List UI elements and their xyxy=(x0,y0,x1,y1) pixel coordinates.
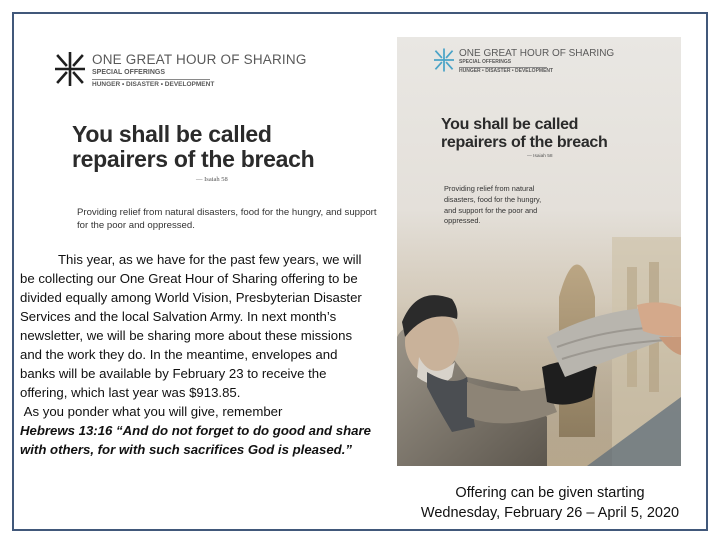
poster-image xyxy=(397,37,681,466)
body-ponder xyxy=(20,402,374,421)
logo-tagline: HUNGER • DISASTER • DEVELOPMENT xyxy=(92,81,215,88)
headline-line-2: repairers of the breach xyxy=(72,146,315,172)
poster-headline-line-2: repairers of the breach xyxy=(441,133,608,151)
photo-scene xyxy=(397,37,681,466)
oghs-logo xyxy=(55,52,307,89)
scripture-verse: Hebrews 13:16 “And do not forget to do good and share with others, for with such sacrifices God is pleased.” xyxy=(20,423,371,457)
poster-headline-line-1: You shall be called xyxy=(441,116,579,133)
headline-line-1: You shall be called xyxy=(72,121,272,147)
poster-relief-text: Providing relief from natural disasters, food for the hungry, and support for the poor and oppressed. xyxy=(444,184,542,226)
poster-logo-title: ONE GREAT HOUR OF SHARING xyxy=(459,48,615,59)
caption-line-1: Offering can be given starting xyxy=(455,485,645,501)
poster-logo-subtitle: SPECIAL OFFERINGS xyxy=(459,59,512,65)
logo-subtitle: SPECIAL OFFERINGS xyxy=(92,69,165,76)
cross-burst-icon xyxy=(434,48,454,72)
headline xyxy=(72,122,314,172)
headline-citation: — Isaiah 58 xyxy=(196,176,228,183)
ponder-text: As you ponder what you will give, remember xyxy=(23,404,283,419)
caption-line-2: Wednesday, February 26 – April 5, 2020 xyxy=(420,505,680,521)
poster-citation: — Isaiah 58 xyxy=(527,154,553,159)
logo-title: ONE GREAT HOUR OF SHARING xyxy=(92,52,307,67)
body-paragraph: This year, as we have for the past few years, we will be collecting our One Great Hour of Sharing offering to be divided equally among World Vision, Presbyterian Disaster Services and the local Salvation Army. In next month’s newsletter, we will be sharing more about these missions and the work they do. In the meantime, envelopes and banks will be available by February 23 to receive the offering, which last year was $913.85. xyxy=(20,252,362,400)
poster-logo xyxy=(434,48,614,75)
offering-dates-caption xyxy=(400,483,700,523)
cross-burst-icon xyxy=(55,52,85,86)
relief-text: Providing relief from natural disasters, food for the hungry, and support for the poor and oppressed. xyxy=(77,207,377,231)
poster-logo-tagline: HUNGER • DISASTER • DEVELOPMENT xyxy=(459,68,554,74)
poster-headline xyxy=(441,116,608,151)
body-text xyxy=(20,250,374,459)
